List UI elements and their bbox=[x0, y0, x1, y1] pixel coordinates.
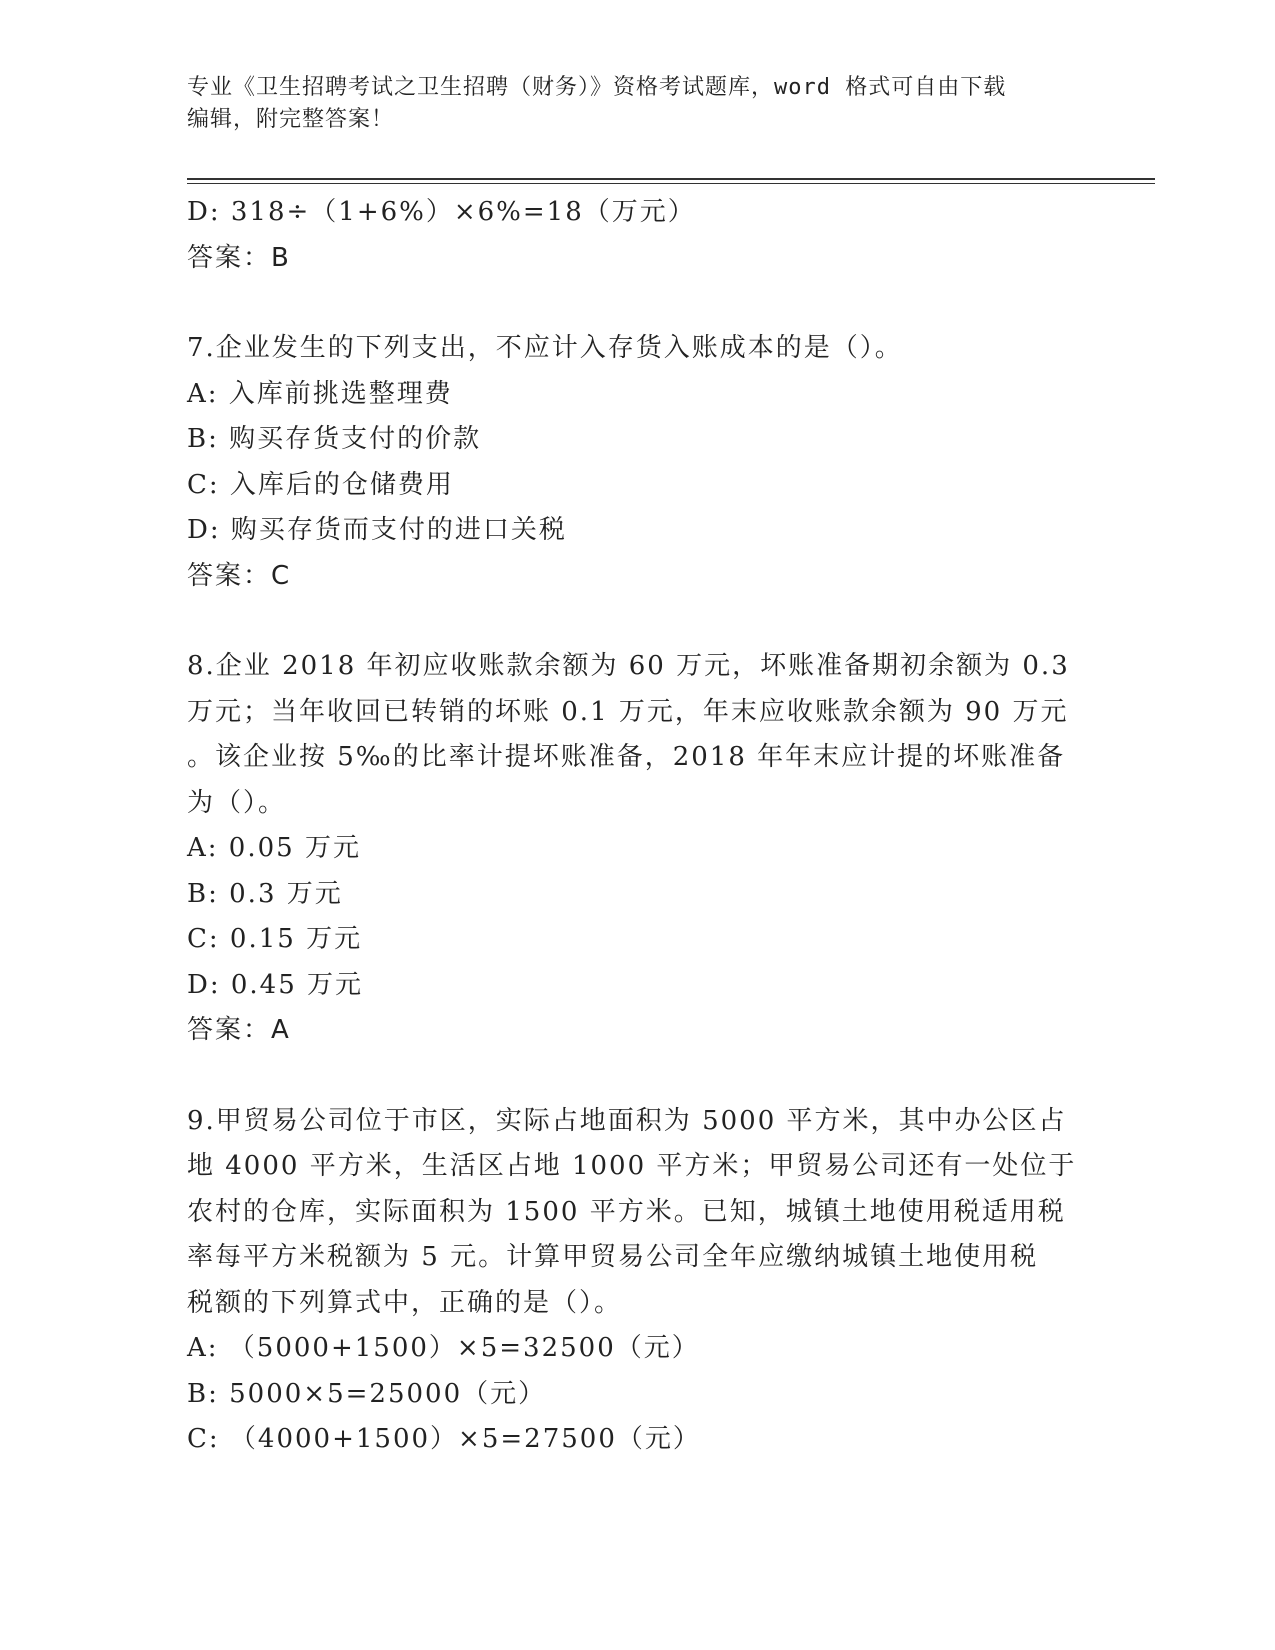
question-9-stem-line-2: 地 4000 平方米，生活区占地 1000 平方米；甲贸易公司还有一处位于 bbox=[187, 1151, 1077, 1181]
question-7-answer: 答案：C bbox=[187, 560, 292, 591]
question-8-stem-line-3: 。该企业按 5‰的比率计提坏账准备，2018 年年末应计提的坏账准备 bbox=[187, 742, 1066, 772]
question-7 bbox=[187, 326, 1087, 599]
question-9-stem-line-3: 农村的仓库，实际面积为 1500 平方米。已知，城镇土地使用税适用税 bbox=[187, 1196, 1066, 1227]
header-line-1: 专业《卫生招聘考试之卫生招聘（财务）》资格考试题库，word 格式可自由下载 bbox=[187, 75, 1007, 100]
header-rule-thick bbox=[187, 178, 1155, 180]
question-7-option-a: A: 入库前挑选整理费 bbox=[187, 378, 453, 409]
question-9-option-a: A: （5000+1500）×5=32500（元） bbox=[187, 1333, 700, 1363]
prev-question-answer: 答案：B bbox=[187, 242, 291, 273]
question-7-option-d: D: 购买存货而支付的进口关税 bbox=[187, 515, 567, 545]
question-8-option-c: C: 0.15 万元 bbox=[187, 924, 363, 954]
spacer bbox=[187, 281, 1087, 326]
question-8-stem-line-1: 8.企业 2018 年初应收账款余额为 60 万元，坏账准备期初余额为 0.3 bbox=[187, 651, 1070, 681]
question-9-stem-line-4: 率每平方米税额为 5 元。计算甲贸易公司全年应缴纳城镇土地使用税 bbox=[187, 1242, 1039, 1272]
prev-question-option-d: D: 318÷（1+6%）×6%=18（万元） bbox=[187, 197, 696, 227]
question-9-option-b: B: 5000×5=25000（元） bbox=[187, 1378, 547, 1409]
question-8-answer: 答案：A bbox=[187, 1015, 291, 1045]
spacer bbox=[187, 1054, 1087, 1099]
question-9 bbox=[187, 1099, 1087, 1463]
question-8 bbox=[187, 644, 1087, 1054]
document-body bbox=[187, 190, 1087, 1463]
question-8-stem-line-2: 万元；当年收回已转销的坏账 0.1 万元，年末应收账款余额为 90 万元 bbox=[187, 696, 1069, 727]
question-8-option-a: A: 0.05 万元 bbox=[187, 833, 361, 863]
document-header bbox=[187, 72, 1087, 136]
question-8-option-b: B: 0.3 万元 bbox=[187, 878, 343, 909]
header-rule-thin bbox=[187, 183, 1155, 184]
question-8-option-d: D: 0.45 万元 bbox=[187, 969, 364, 1000]
header-line-2: 编辑，附完整答案！ bbox=[187, 107, 395, 132]
question-8-stem-line-4: 为（）。 bbox=[187, 787, 287, 818]
question-7-stem: 7.企业发生的下列支出，不应计入存货入账成本的是（）。 bbox=[187, 333, 903, 363]
question-9-stem-line-1: 9.甲贸易公司位于市区，实际占地面积为 5000 平方米，其中办公区占 bbox=[187, 1105, 1067, 1136]
question-7-option-c: C: 入库后的仓储费用 bbox=[187, 469, 454, 500]
question-7-option-b: B: 购买存货支付的价款 bbox=[187, 424, 482, 454]
question-9-stem-line-5: 税额的下列算式中，正确的是（）。 bbox=[187, 1287, 623, 1318]
spacer bbox=[187, 599, 1087, 644]
question-9-option-c: C: （4000+1500）×5=27500（元） bbox=[187, 1424, 701, 1454]
